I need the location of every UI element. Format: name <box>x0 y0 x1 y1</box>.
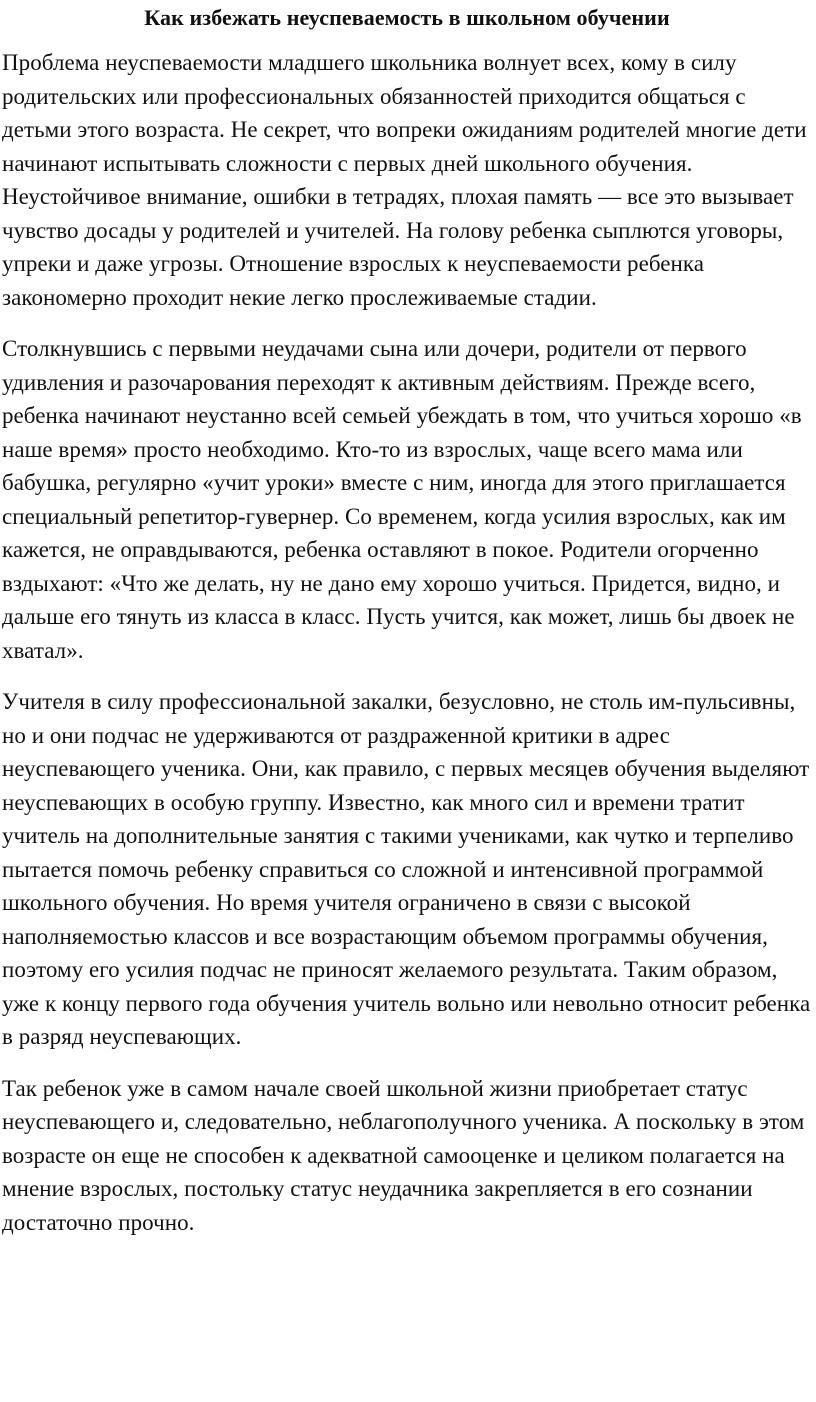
paragraph-2: Столкнувшись с первыми неудачами сына или дочери, родители от первого удивления и разочарования переходят к активным действиям. Прежде всего, ребенка начинают неустанно всей семьей убеждать в том, что учиться хорошо «в наше время» просто необходимо. Кто-то из взрослых, чаще всего мама или бабушка, регулярно «учит уроки» вместе с ним, иногда для этого приглашается специальный репетитор-гувернер. Со временем, когда усилия взрослых, как им кажется, не оправдываются, ребенка оставляют в покое. Родители огорченно вздыхают: «Что же делать, ну не дано ему хорошо учиться. Придется, видно, и дальше его тянуть из класса в класс. Пусть учится, как может, лишь бы двоек не хватал». <box>2 336 802 663</box>
document-title: Как избежать неуспеваемость в школьном обучении <box>144 5 670 30</box>
paragraph-4: Так ребенок уже в самом начале своей школьной жизни приобретает статус неуспевающего и, следовательно, неблагополучного ученика. А поскольку в этом возрасте он еще не способен к адекватной самооценке и целиком полагается на мнение взрослых, постольку статус неудачника закрепляется в его сознании достаточно прочно. <box>2 1075 805 1235</box>
paragraph-3: Учителя в силу профессиональной закалки, безусловно, не столь им-пульсивны, но и они подчас не удерживаются от раздраженной критики в адрес неуспевающего ученика. Они, как правило, с первых месяцев обучения выделяют неуспевающих в особую группу. Известно, как много сил и времени тратит учитель на дополнительные занятия с такими учениками, как чутко и терпеливо пытается помочь ребенку справиться со сложной и интенсивной программой школьного обучения. Но время учителя ограничено в связи с высокой наполняемостью классов и все возрастающим объемом программы обучения, поэтому его усилия подчас не приносят желаемого результата. Таким образом, уже к концу первого года обучения учитель вольно или невольно относит ребенка в разряд неуспевающих. <box>2 689 811 1049</box>
paragraph-1: Проблема неуспеваемости младшего школьника волнует всех, кому в силу родительских или профессиональных обязанностей приходится общаться с детьми этого возраста. Не секрет, что вопреки ожиданиям родителей многие дети начинают испытывать сложности с первых дней школьного обучения. Неустойчивое внимание, ошибки в тетрадях, плохая память — все это вызывает чувство досады у родителей и учителей. На голову ребенка сыплются уговоры, упреки и даже угрозы. Отношение взрослых к неуспеваемости ребенка закономерно проходит некие легко прослеживаемые стадии. <box>2 50 807 310</box>
